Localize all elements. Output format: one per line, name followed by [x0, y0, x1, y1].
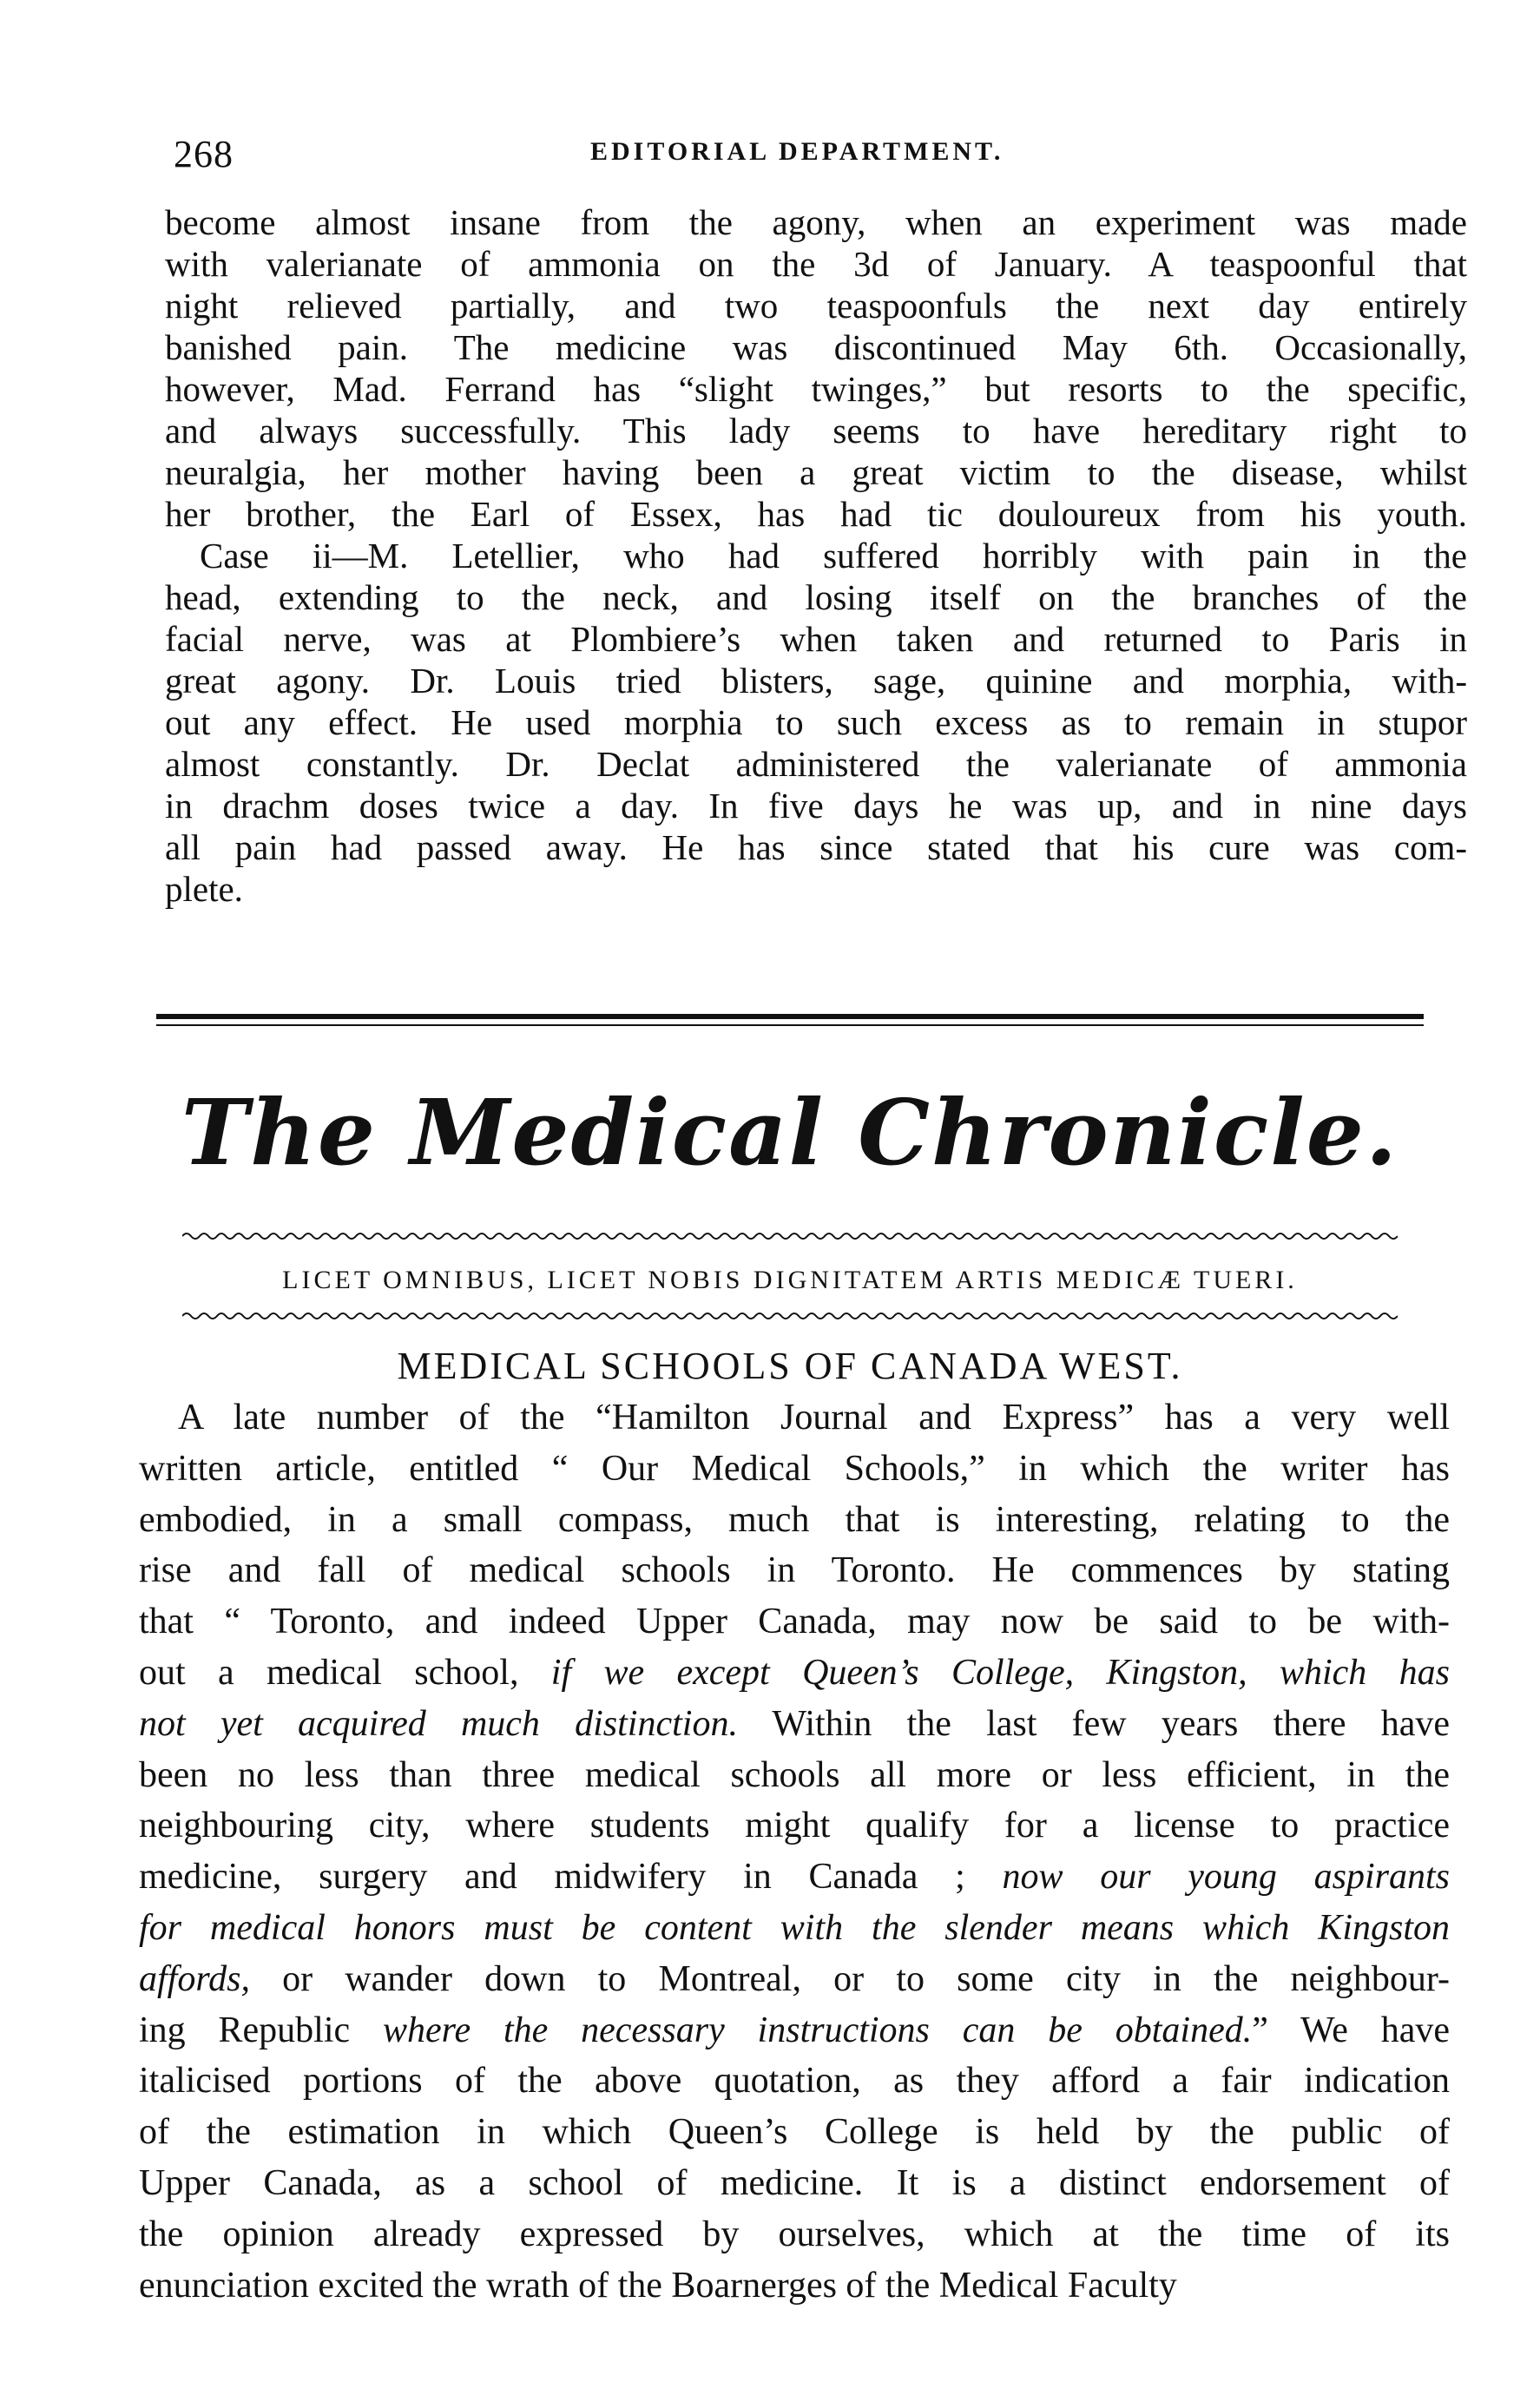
text-line: Case ii—M. Letellier, who had suffered horribly with pain in the [200, 536, 1467, 576]
text-line [139, 1596, 1450, 1648]
wavy-rule-bottom [182, 1311, 1398, 1321]
page-number: 268 [174, 133, 234, 175]
text-run: written article, entitled “ Our Medical Schools,” in which the writer has [139, 1448, 1450, 1489]
text-line [139, 1750, 1450, 1801]
running-head: EDITORIAL DEPARTMENT. [590, 137, 1004, 166]
text-run: italicised portions of the above quotation, as they afford a fair indication [139, 2061, 1450, 2102]
text-line [139, 1903, 1450, 1954]
text-line [139, 1495, 1450, 1546]
text-line: all pain had passed away. He has since stated that his cure was com- [165, 827, 1467, 867]
text-line: facial nerve, was at Plombiere’s when taken and returned to Paris in [165, 619, 1467, 659]
text-run: of the estimation in which Queen’s College is held by the public of [139, 2112, 1450, 2153]
text-run: out a medical school, [139, 1652, 551, 1693]
text-line: her brother, the Earl of Essex, has had tic douloureux from his youth. [165, 494, 1467, 534]
text-line [139, 1954, 1450, 2005]
text-line [139, 1648, 1450, 1699]
text-line: however, Mad. Ferrand has “slight twinges,” but resorts to the specific, [165, 369, 1467, 409]
text-run: Upper Canada, as a school of medicine. It is a distinct endorsement of [139, 2162, 1450, 2203]
text-line: plete. [165, 869, 243, 909]
text-line: head, extending to the neck, and losing itself on the branches of the [165, 577, 1467, 617]
text-run: that “ Toronto, and indeed Upper Canada, may now be said to be with- [139, 1602, 1450, 1642]
italic-run: where the necessary instructions can be obtained. [383, 2010, 1253, 2050]
text-line: neuralgia, her mother having been a great victim to the disease, whilst [165, 452, 1467, 492]
text-run: medicine, surgery and midwifery in Canada ; [139, 1857, 1003, 1898]
article-body [139, 1392, 1450, 2311]
text-line: almost constantly. Dr. Declat administered the valerianate of ammonia [165, 744, 1467, 784]
text-line: and always successfully. This lady seems to have hereditary right to [165, 411, 1467, 451]
continued-article-text [165, 201, 1467, 910]
page-header [174, 132, 1406, 175]
text-line: banished pain. The medicine was discontinued May 6th. Occasionally, [165, 327, 1467, 367]
text-run: neighbouring city, where students might qualify for a license to practice [139, 1806, 1450, 1846]
text-run: the opinion already expressed by ourselves, which at the time of its [139, 2214, 1450, 2254]
text-line [139, 2056, 1450, 2107]
text-line: with valerianate of ammonia on the 3d of January. A teaspoonful that [165, 244, 1467, 284]
text-run: enunciation excited the wrath of the Boarnerges of the Medical Faculty [139, 2265, 1177, 2306]
text-line [139, 2260, 1450, 2312]
wavy-rule-top [182, 1231, 1398, 1241]
text-line [139, 2005, 1450, 2056]
divider-thick-rule [156, 1014, 1424, 1019]
text-line [139, 1392, 1450, 1444]
text-line: out any effect. He used morphia to such excess as to remain in stupor [165, 702, 1467, 742]
continued-article [165, 201, 1467, 910]
text-line: become almost insane from the agony, when an experiment was made [165, 202, 1467, 242]
section-divider [156, 1014, 1424, 1026]
text-run: ing Republic [139, 2010, 384, 2050]
italic-run: now our young aspirants [1002, 1857, 1450, 1898]
italic-run: for medical honors must be content with the slender means which Kingston [139, 1907, 1450, 1948]
text-line [139, 2107, 1450, 2158]
italic-run: affords, [139, 1958, 250, 1999]
text-line: night relieved partially, and two teaspoonfuls the next day entirely [165, 286, 1467, 326]
text-run: ” We have [1252, 2010, 1451, 2050]
divider-thin-rule [156, 1024, 1424, 1026]
text-run: Within the last few years there have [737, 1703, 1450, 1744]
text-line [139, 1800, 1450, 1852]
text-line [139, 1444, 1450, 1495]
text-line [139, 1852, 1450, 1903]
masthead-motto: LICET OMNIBUS, LICET NOBIS DIGNITATEM ARTIS MEDICÆ TUERI. [282, 1266, 1298, 1294]
text-run: embodied, in a small compass, much that is interesting, relating to the [139, 1499, 1450, 1540]
italic-run: if we except Queen’s College, Kingston, which has [550, 1652, 1450, 1693]
text-run: A late number of the “Hamilton Journal and Express” has a very well [178, 1398, 1450, 1438]
text-run: rise and fall of medical schools in Toronto. He commences by stating [139, 1550, 1450, 1591]
text-run: or wander down to Montreal, or to some city in the neighbour- [249, 1958, 1450, 1999]
text-line: great agony. Dr. Louis tried blisters, sage, quinine and morphia, with- [165, 661, 1467, 701]
text-line [139, 2209, 1450, 2260]
italic-run: not yet acquired much distinction. [139, 1703, 738, 1744]
text-line [139, 1699, 1450, 1750]
text-run: been no less than three medical schools all more or less efficient, in the [139, 1754, 1450, 1795]
text-line: in drachm doses twice a day. In five days he was up, and in nine days [165, 786, 1467, 826]
masthead-title: The Medical Chronicle. [181, 1079, 1399, 1186]
text-line [139, 2158, 1450, 2209]
article-heading: MEDICAL SCHOOLS OF CANADA WEST. [397, 1345, 1183, 1387]
text-line [139, 1545, 1450, 1596]
